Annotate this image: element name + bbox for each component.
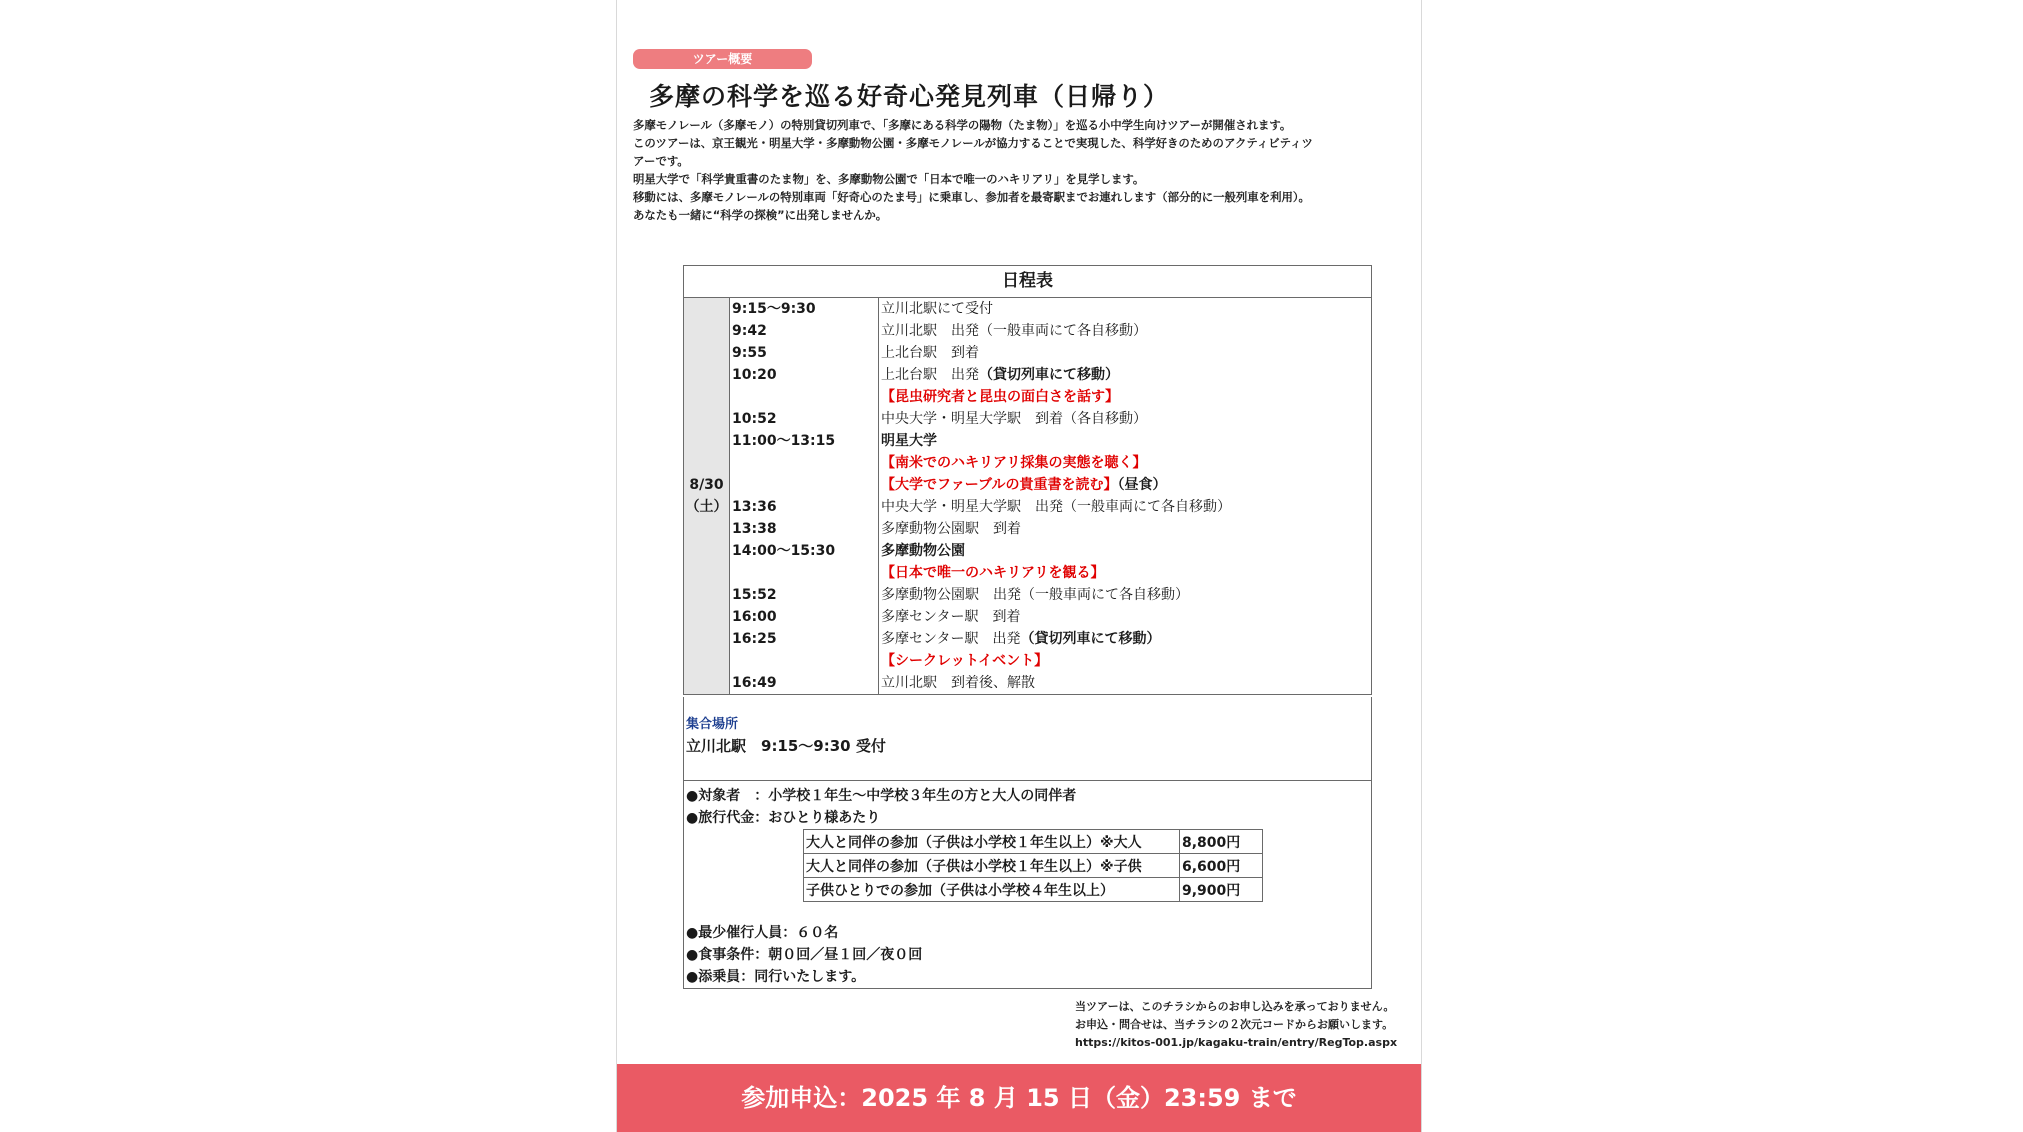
schedule-descriptions [879, 298, 1372, 695]
date-weekday: （土） [685, 499, 728, 515]
schedule-description [879, 430, 1371, 452]
schedule-description [879, 342, 1371, 364]
schedule-time: 10:20 [732, 367, 777, 383]
schedule-desc-bold: （貸切列車にて移動） [979, 367, 1119, 383]
schedule-desc-plain: 多摩センター駅 出発 [881, 631, 1021, 647]
tour-escort: ●添乗員：同行いたします。 [686, 969, 866, 985]
note-line: お申込・問合せは、当チラシの２次元コードからお願いします。 [1075, 1018, 1394, 1031]
schedule-desc-plain: 中央大学・明星大学駅 出発（一般車両にて各自移動） [881, 499, 1231, 515]
schedule-description [879, 364, 1371, 386]
schedule-description [879, 518, 1371, 540]
schedule-time: 13:38 [732, 521, 777, 537]
schedule-date [684, 298, 730, 695]
schedule-time: 9:55 [732, 345, 767, 361]
minimum-participants: ●最少催行人員：６０名 [686, 925, 839, 941]
schedule-description [879, 672, 1371, 694]
tour-details-box [683, 780, 1372, 989]
schedule-desc-plain: 立川北駅 出発（一般車両にて各自移動） [881, 323, 1147, 339]
price-row [804, 854, 1263, 878]
price-row [804, 878, 1263, 902]
schedule-description [879, 562, 1371, 584]
schedule-desc-bold: （貸切列車にて移動） [1020, 631, 1161, 647]
schedule-desc-plain: 上北台駅 出発 [881, 367, 979, 383]
date-day: 8/30 [689, 477, 724, 493]
schedule-time [730, 650, 878, 672]
schedule-times [730, 298, 879, 695]
schedule-time: 16:00 [732, 609, 777, 625]
meeting-place-label: 集合場所 [686, 717, 739, 732]
application-url[interactable]: https://kitos-001.jp/kagaku-train/entry/RegTop.aspx [1075, 1036, 1398, 1049]
application-note [1075, 998, 1397, 1052]
schedule-desc-plain: 立川北駅にて受付 [881, 301, 993, 317]
schedule-desc-red: 【大学でファーブルの貴重書を読む】 [881, 477, 1118, 493]
schedule-time: 13:36 [732, 499, 777, 515]
meeting-place-text: 立川北駅 9:15～9:30 受付 [686, 737, 886, 755]
intro-line: このツアーは、京王観光・明星大学・多摩動物公園・多摩モノレールが協力することで実現した、科学好きのためのアクティビティツ [633, 136, 1313, 150]
schedule-description [879, 320, 1371, 342]
intro-line: アーです。 [633, 154, 689, 168]
schedule-time [730, 452, 878, 474]
schedule-time: 15:52 [732, 587, 777, 603]
schedule-description [879, 474, 1371, 496]
schedule-desc-bold: （昼食） [1117, 477, 1167, 493]
price-row [804, 830, 1263, 854]
intro-text [633, 116, 1413, 224]
schedule-desc-plain: 上北台駅 到着 [881, 345, 979, 361]
schedule-time: 9:15～9:30 [732, 301, 816, 317]
price-label: 大人と同伴の参加（子供は小学校１年生以上）※子供 [804, 854, 1180, 878]
schedule-time: 14:00～15:30 [732, 543, 836, 559]
target-audience: ●対象者 ：小学校１年生～中学校３年生の方と大人の同伴者 [686, 788, 1077, 804]
price-label: 大人と同伴の参加（子供は小学校１年生以上）※大人 [804, 830, 1180, 854]
schedule-desc-red: 【南米でのハキリアリ採集の実態を聴く】 [881, 455, 1147, 471]
schedule-desc-plain: 多摩センター駅 到着 [881, 609, 1021, 625]
tour-title: 多摩の科学を巡る好奇心発見列車（日帰り） [649, 82, 1170, 111]
schedule-desc-red: 【日本で唯一のハキリアリを観る】 [881, 565, 1105, 581]
meeting-place-box [683, 697, 1372, 781]
intro-line: 明星大学で「科学貴重書のたま物」を、多摩動物公園で「日本で唯一のハキリアリ」を見学します。 [633, 172, 1145, 186]
application-deadline-banner: 参加申込：2025 年 8 月 15 日（金）23:59 まで [617, 1064, 1421, 1132]
schedule-desc-plain: 多摩動物公園駅 出発（一般車両にて各自移動） [881, 587, 1189, 603]
intro-line: あなたも一緒に“科学の探検”に出発しませんか。 [633, 208, 888, 222]
schedule-time [730, 474, 878, 496]
schedule-time [730, 386, 878, 408]
intro-line: 移動には、多摩モノレールの特別車両「好奇心のたま号」に乗車し、参加者を最寄駅までお連れします（部分的に一般列車を利用）。 [633, 190, 1310, 204]
schedule-description [879, 628, 1371, 650]
schedule-desc-red: 【昆虫研究者と昆虫の面白さを話す】 [881, 389, 1119, 405]
schedule-description [879, 452, 1371, 474]
schedule-description [879, 298, 1371, 320]
price-label: 子供ひとりでの参加（子供は小学校４年生以上） [804, 878, 1180, 902]
schedule-header: 日程表 [684, 266, 1372, 298]
intro-line: 多摩モノレール（多摩モノ）の特別貸切列車で、「多摩にある科学の陽物（たま物）」を巡る小中学生向けツアーが開催されます。 [633, 118, 1292, 132]
schedule-desc-bold: 明星大学 [881, 433, 937, 449]
schedule-time: 10:52 [732, 411, 777, 427]
schedule-time [730, 562, 878, 584]
schedule-description [879, 584, 1371, 606]
flyer-page [616, 0, 1422, 1132]
schedule-desc-red: 【シークレットイベント】 [881, 653, 1049, 669]
schedule-time: 16:25 [732, 631, 777, 647]
schedule-description [879, 386, 1371, 408]
schedule-description [879, 496, 1371, 518]
price-value: 9,900円 [1180, 878, 1263, 902]
price-table [803, 829, 1263, 902]
schedule-time: 9:42 [732, 323, 767, 339]
schedule-table [683, 265, 1372, 695]
schedule-description [879, 540, 1371, 562]
schedule-description [879, 408, 1371, 430]
schedule-description [879, 606, 1371, 628]
note-line: 当ツアーは、このチラシからのお申し込みを承っておりません。 [1075, 1000, 1395, 1013]
meal-conditions: ●食事条件：朝０回／昼１回／夜０回 [686, 947, 923, 963]
tour-fee: ●旅行代金：おひとり様あたり [686, 810, 881, 826]
schedule-desc-plain: 立川北駅 到着後、解散 [881, 675, 1035, 691]
schedule-description [879, 650, 1371, 672]
schedule-desc-bold: 多摩動物公園 [881, 543, 965, 559]
price-value: 8,800円 [1180, 830, 1263, 854]
schedule-time: 16:49 [732, 675, 777, 691]
section-badge: ツアー概要 [633, 49, 812, 69]
schedule-desc-plain: 中央大学・明星大学駅 到着（各自移動） [881, 411, 1147, 427]
schedule-time: 11:00～13:15 [732, 433, 836, 449]
schedule-desc-plain: 多摩動物公園駅 到着 [881, 521, 1021, 537]
price-value: 6,600円 [1180, 854, 1263, 878]
